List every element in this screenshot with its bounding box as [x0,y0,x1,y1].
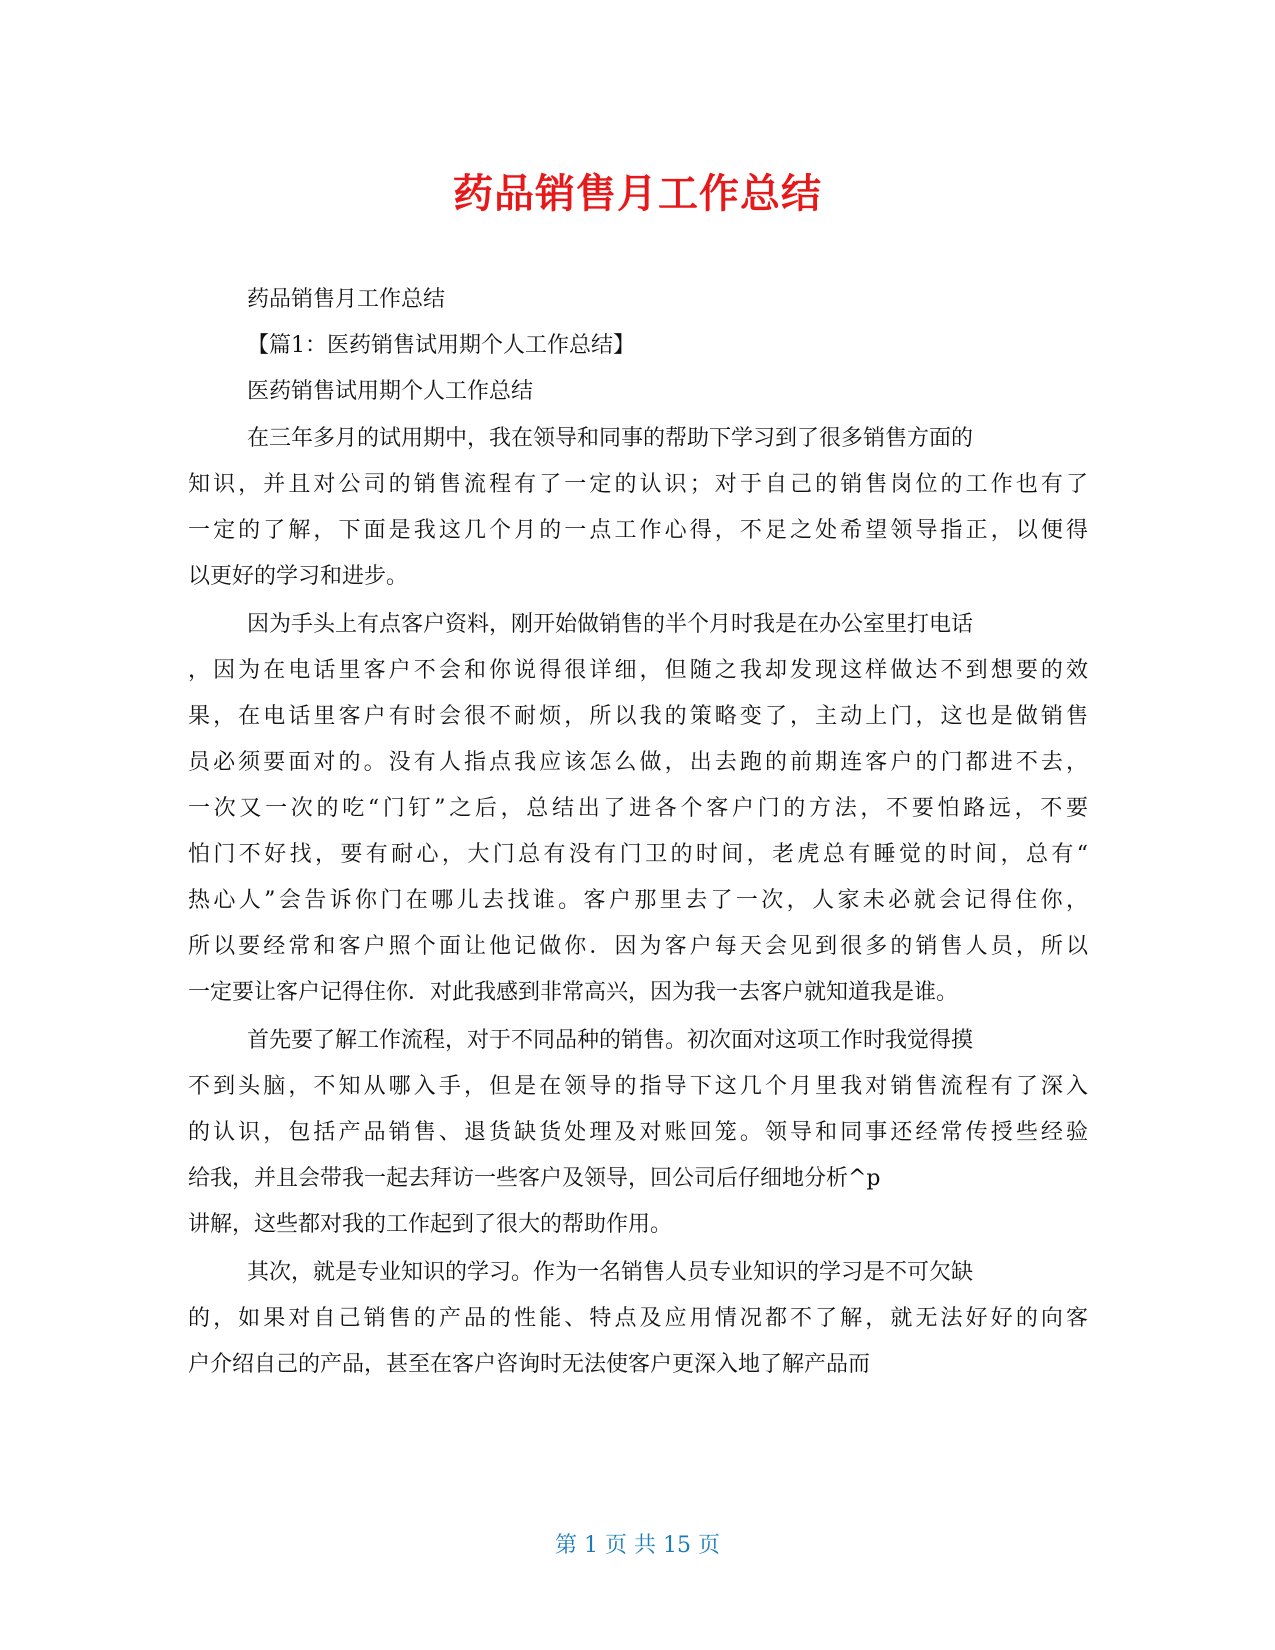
paragraph-line: 的认识，包括产品销售、退货缺货处理及对账回笼。领导和同事还经常传授些经验 [188,1120,1088,1145]
paragraph-line: 不到头脑，不知从哪入手，但是在领导的指导下这几个月里我对销售流程有了深入 [188,1074,1088,1099]
paragraph-line: 以更好的学习和进步。 [188,564,409,589]
paragraph-line: 一定要让客户记得住你．对此我感到非常高兴，因为我一去客户就知道我是谁。 [188,980,959,1005]
section-heading: 【篇1：医药销售试用期个人工作总结】 [247,333,635,358]
paragraph-line: ，因为在电话里客户不会和你说得很详细，但随之我却发现这样做达不到想要的效 [188,658,1088,683]
paragraph-line: 首先要了解工作流程，对于不同品种的销售。初次面对这项工作时我觉得摸 [247,1028,974,1053]
document-title: 药品销售月工作总结 [453,171,822,217]
subtitle-line: 药品销售月工作总结 [247,287,446,312]
paragraph-line: 因为手头上有点客户资料，刚开始做销售的半个月时我是在办公室里打电话 [247,612,974,637]
paragraph-line: 的，如果对自己销售的产品的性能、特点及应用情况都不了解，就无法好好的向客 [188,1306,1088,1331]
paragraph-line: 所以要经常和客户照个面让他记做你．因为客户每天会见到很多的销售人员，所以 [188,934,1088,959]
page-number-footer: 第 1 页 共 15 页 [555,1533,720,1558]
paragraph-line: 热心人”会告诉你门在哪儿去找谁。客户那里去了一次，人家未必就会记得住你， [188,888,1088,913]
paragraph-line: 户介绍自己的产品，甚至在客户咨询时无法使客户更深入地了解产品而 [188,1352,871,1377]
paragraph-line: 其次，就是专业知识的学习。作为一名销售人员专业知识的学习是不可欠缺 [247,1260,974,1285]
paragraph-line: 讲解，这些都对我的工作起到了很大的帮助作用。 [188,1212,673,1237]
section-subheading: 医药销售试用期个人工作总结 [247,379,534,404]
paragraph-line: 果，在电话里客户有时会很不耐烦，所以我的策略变了，主动上门，这也是做销售 [188,704,1088,729]
paragraph-line: 给我，并且会带我一起去拜访一些客户及领导，回公司后仔细地分析^p [188,1166,881,1191]
paragraph-line: 一定的了解，下面是我这几个月的一点工作心得，不足之处希望领导指正，以便得 [188,518,1088,543]
paragraph-line: 知识，并且对公司的销售流程有了一定的认识；对于自己的销售岗位的工作也有了 [188,472,1088,497]
paragraph-line: 怕门不好找，要有耐心，大门总有没有门卫的时间，老虎总有睡觉的时间，总有“ [188,842,1088,867]
paragraph-line: 员必须要面对的。没有人指点我应该怎么做，出去跑的前期连客户的门都进不去， [188,750,1088,775]
paragraph-line: 在三年多月的试用期中，我在领导和同事的帮助下学习到了很多销售方面的 [247,426,974,451]
paragraph-line: 一次又一次的吃“门钉”之后，总结出了进各个客户门的方法，不要怕路远，不要 [188,796,1088,821]
